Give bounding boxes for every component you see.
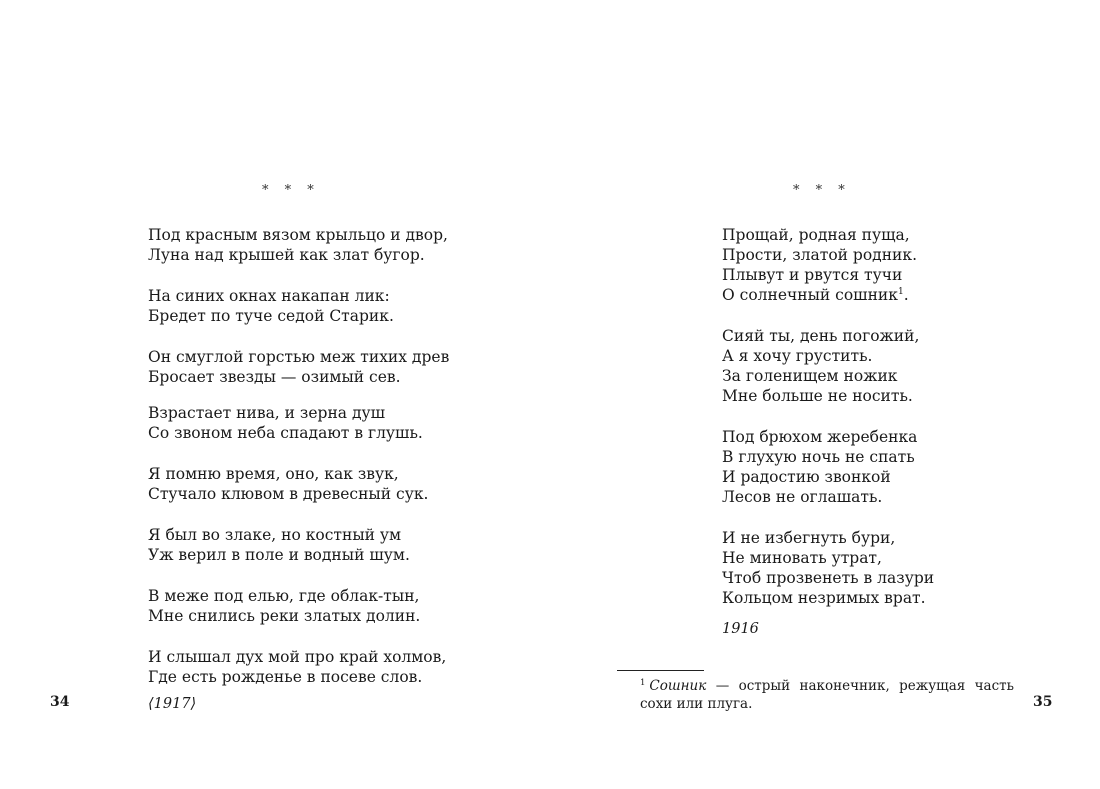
footnote-mark: 1	[640, 678, 646, 688]
footnote-reference[interactable]: 1	[897, 287, 904, 297]
verse-punctuation: .	[903, 286, 909, 304]
verse-line: За голенищем ножик	[722, 367, 898, 385]
stanza	[722, 427, 934, 507]
verse-line: В меже под елью, где облак-тын,	[148, 587, 420, 605]
poem	[722, 225, 934, 639]
verse-text: О солнечный сошник	[722, 286, 898, 304]
verse-line: Прости, златой родник.	[722, 246, 917, 264]
verse-line: Я помню время, оно, как звук,	[148, 465, 399, 483]
stanza	[148, 286, 449, 326]
stanza	[722, 528, 934, 608]
section-ornament: * * *	[262, 183, 320, 198]
stanza	[148, 464, 449, 504]
verse-line: Мне снились реки златых долин.	[148, 607, 421, 625]
verse-line: На синих окнах накапан лик:	[148, 287, 390, 305]
section-ornament: * * *	[793, 183, 851, 198]
stanza	[148, 525, 449, 565]
page-number: 34	[50, 694, 70, 710]
poem-date: ⟨1917⟩	[148, 696, 197, 712]
verse-line: Бросает звезды — озимый сев.	[148, 368, 401, 386]
verse-line: Со звоном неба спадают в глушь.	[148, 424, 423, 442]
verse-line: Плывут и рвутся тучи	[722, 266, 903, 284]
footnote-definition: — острый наконечник, режущая часть сохи или плуга.	[640, 678, 1014, 712]
page-number: 35	[1033, 694, 1053, 710]
verse-line: Под красным вязом крыльцо и двор,	[148, 226, 448, 244]
verse-line: Я был во злаке, но костный ум	[148, 526, 402, 544]
verse-line: В глухую ночь не спать	[722, 448, 915, 466]
stanza	[148, 586, 449, 626]
verse-line: Где есть рожденье в посеве слов.	[148, 668, 423, 686]
verse-line: Под брюхом жеребенка	[722, 428, 918, 446]
stanza	[722, 326, 934, 406]
verse-line: И радостию звонкой	[722, 468, 891, 486]
stanza	[148, 647, 449, 687]
verse-line: Он смуглой горстью меж тихих древ	[148, 348, 450, 366]
footnote-divider	[617, 670, 704, 671]
verse-line: Взрастает нива, и зерна душ	[148, 404, 386, 422]
verse-line: Мне больше не носить.	[722, 387, 913, 405]
right-page	[550, 0, 1100, 789]
verse-line: Прощай, родная пуща,	[722, 226, 910, 244]
verse-line: Не миновать утрат,	[722, 549, 882, 567]
stanza	[148, 225, 449, 265]
verse-line: Луна над крышей как злат бугор.	[148, 246, 425, 264]
verse-line: Бредет по туче седой Старик.	[148, 307, 394, 325]
verse-line: Уж верил в поле и водный шум.	[148, 546, 410, 564]
verse-line: Кольцом незримых врат.	[722, 589, 926, 607]
poem	[148, 225, 449, 714]
footnote-term: Сошник	[649, 678, 707, 694]
verse-line: Сияй ты, день погожий,	[722, 327, 920, 345]
verse-line: Чтоб прозвенеть в лазури	[722, 569, 935, 587]
footnote	[617, 677, 1014, 713]
verse-line: Стучало клювом в древесный сук.	[148, 485, 429, 503]
stanza	[722, 225, 934, 305]
footnote-text	[617, 677, 1014, 713]
verse-line	[722, 285, 934, 305]
poem-date: 1916	[722, 621, 759, 637]
verse-line: А я хочу грустить.	[722, 347, 873, 365]
verse-line: Лесов не оглашать.	[722, 488, 883, 506]
verse-line: И не избегнуть бури,	[722, 529, 896, 547]
stanza	[148, 403, 449, 443]
verse-line: И слышал дух мой про край холмов,	[148, 648, 447, 666]
stanza	[148, 347, 449, 387]
